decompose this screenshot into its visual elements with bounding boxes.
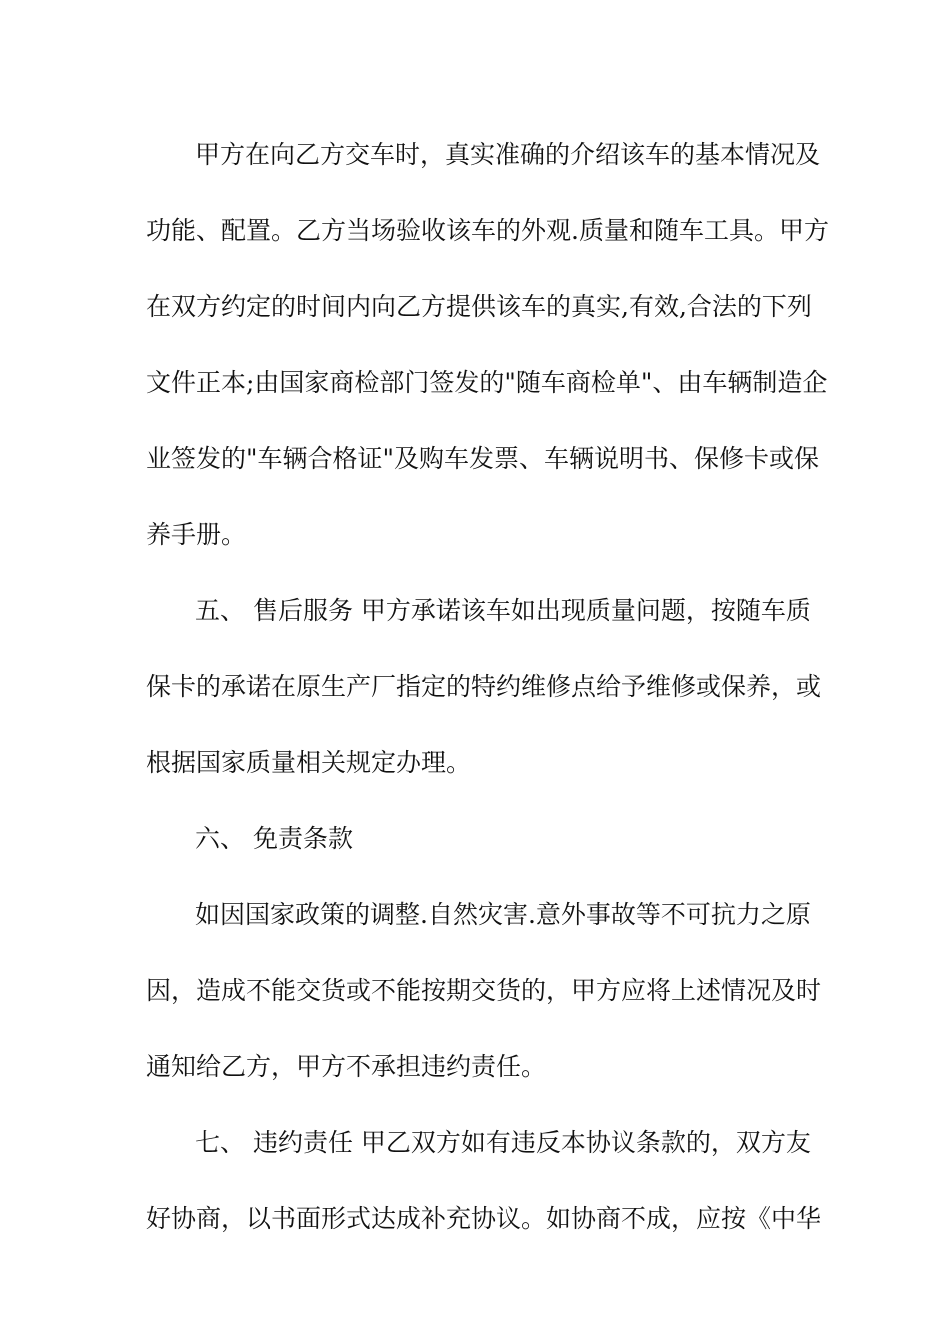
section-heading-line: 五、 售后服务 甲方承诺该车如出现质量问题，按随车质 — [195, 596, 811, 625]
paragraph-line: 养手册。 — [146, 520, 247, 549]
paragraph-line: 好协商，以书面形式达成补充协议。如协商不成，应按《中华 — [146, 1204, 822, 1233]
paragraph-line: 功能、配置。乙方当场验收该车的外观.质量和随车工具。甲方 — [146, 216, 829, 245]
paragraph-line: 保卡的承诺在原生产厂指定的特约维修点给予维修或保养，或 — [146, 672, 822, 701]
section-heading-line: 七、 违约责任 甲乙双方如有违反本协议条款的，双方友 — [195, 1128, 811, 1157]
paragraph-line: 如因国家政策的调整.自然灾害.意外事故等不可抗力之原 — [195, 900, 811, 929]
paragraph-line: 在双方约定的时间内向乙方提供该车的真实,有效,合法的下列 — [146, 292, 812, 321]
paragraph-line: 因，造成不能交货或不能按期交货的，甲方应将上述情况及时 — [146, 976, 822, 1005]
section-heading: 六、 免责条款 — [195, 824, 353, 853]
paragraph-line: 通知给乙方，甲方不承担违约责任。 — [146, 1052, 547, 1081]
paragraph-line: 甲方在向乙方交车时，真实准确的介绍该车的基本情况及 — [195, 140, 821, 169]
paragraph-line: 根据国家质量相关规定办理。 — [146, 748, 472, 777]
paragraph-line: 文件正本;由国家商检部门签发的"随车商检单"、由车辆制造企 — [146, 368, 828, 397]
paragraph-line: 业签发的"车辆合格证"及购车发票、车辆说明书、保修卡或保 — [146, 444, 820, 473]
